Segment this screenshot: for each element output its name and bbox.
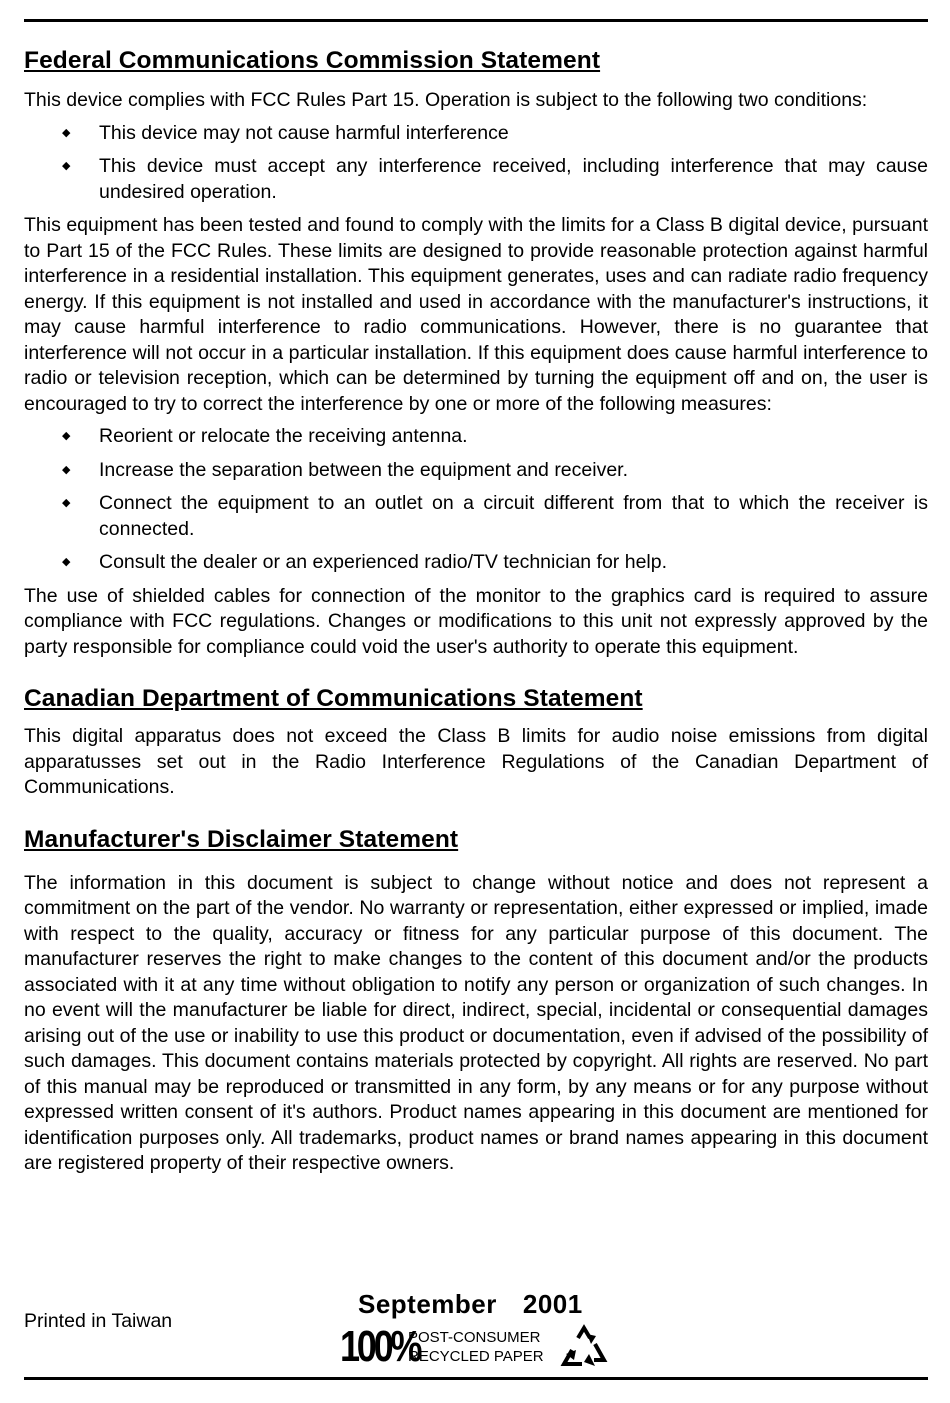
diamond-bullet-icon: ◆: [62, 160, 71, 172]
top-rule: [24, 19, 928, 22]
recycled-label-line2: RECYCLED PAPER: [408, 1348, 544, 1365]
diamond-bullet-icon: ◆: [62, 430, 71, 442]
fcc-measures-list: [24, 424, 928, 576]
recycle-icon: [558, 1324, 610, 1370]
diamond-bullet-icon: ◆: [62, 463, 71, 476]
bottom-rule: [24, 1377, 928, 1380]
list-item: ◆ This device must accept any interference received, including interference that may cause undesired operation.: [62, 155, 928, 203]
document-body: [24, 44, 928, 1177]
fcc-body-paragraph: This equipment has been tested and found to comply with the limits for a Class B digital device, pursuant to Part 15 of the FCC Rules. These limits are designed to provide reasonable protection against harmful interference in a residential installation. This equipment generates, uses and can radiate radio frequency energy. If this equipment is not installed and used in accordance with the manufacturer's instructions, it may cause harmful interference to radio communications. However, there is no guarantee that interference will not occur in a particular installation. If this equipment does cause harmful interference to radio or television reception, which can be determined by turning the equipment off and on, the user is encouraged to try to correct the interference by one or more of the following measures:: [24, 214, 928, 415]
fcc-conditions-list: [24, 121, 928, 206]
disclaimer-body-paragraph: The information in this document is subject to change without notice and does not represent a commitment on the part of the vendor. No warranty or representation, either expressed or implied, imade with respect to the quality, accuracy or fitness for any particular purpose of this document. The manufacturer reserves the right to make changes to the content of this document and/or the products associated with it at any time without obligation to notify any person or organization of such changes. In no event will the manufacturer be liable for direct, indirect, special, incidental or consequential damages arising out of the use or inability to use this product or documentation, even if advised of the possibility of such damages. This document contains materials protected by copyright. All rights are reserved. No part of this manual may be reproduced or transmitted in any form, by any means or for any purpose without expressed written consent of it's authors. Product names appearing in this document are mentioned for identification purposes only. All trademarks, product names or brand names appearing in this document are registered property of their respective owners.: [24, 871, 928, 1174]
fcc-intro-paragraph: This device complies with FCC Rules Part 15. Operation is subject to the following two conditions:: [24, 89, 868, 111]
fcc-statement-title: Federal Communications Commission Statement: [24, 47, 601, 74]
printed-in-label: Printed in Taiwan: [24, 1310, 173, 1332]
list-item: ◆ This device may not cause harmful interference: [24, 121, 928, 147]
diamond-bullet-icon: ◆: [62, 556, 71, 568]
recycled-paper-badge: [340, 1324, 620, 1370]
canadian-body-paragraph: This digital apparatus does not exceed the Class B limits for audio noise emissions from digital apparatusses set out in the Radio Interference Regulations of the Canadian Department of Communications.: [24, 725, 928, 798]
publication-year: 2001: [522, 1289, 583, 1319]
diamond-bullet-icon: ◆: [62, 497, 71, 509]
list-item: ◆ Connect the equipment to an outlet on a circuit different from that to which the receiver is connected.: [62, 492, 928, 540]
fcc-shielded-cables-paragraph: The use of shielded cables for connection of the monitor to the graphics card is required to assure compliance with FCC regulations. Changes or modifications to this unit not expressly approved by the party responsible for compliance could void the user's authority to operate this equipment.: [24, 584, 928, 658]
publication-date: [358, 1289, 583, 1320]
disclaimer-statement-title: Manufacturer's Disclaimer Statement: [24, 825, 459, 853]
recycled-label-line1: POST-CONSUMER: [408, 1329, 541, 1346]
list-item: ◆ Consult the dealer or an experienced radio/TV technician for help.: [24, 550, 928, 576]
diamond-bullet-icon: ◆: [62, 126, 71, 139]
recycled-percent: 100%: [340, 1322, 420, 1371]
list-item: ◆ Increase the separation between the equipment and receiver.: [24, 458, 928, 484]
recycled-label: [408, 1328, 544, 1366]
canadian-statement-title: Canadian Department of Communications Statement: [24, 685, 643, 712]
list-item: ◆ Reorient or relocate the receiving antenna.: [24, 424, 928, 450]
publication-month: September: [358, 1289, 497, 1319]
